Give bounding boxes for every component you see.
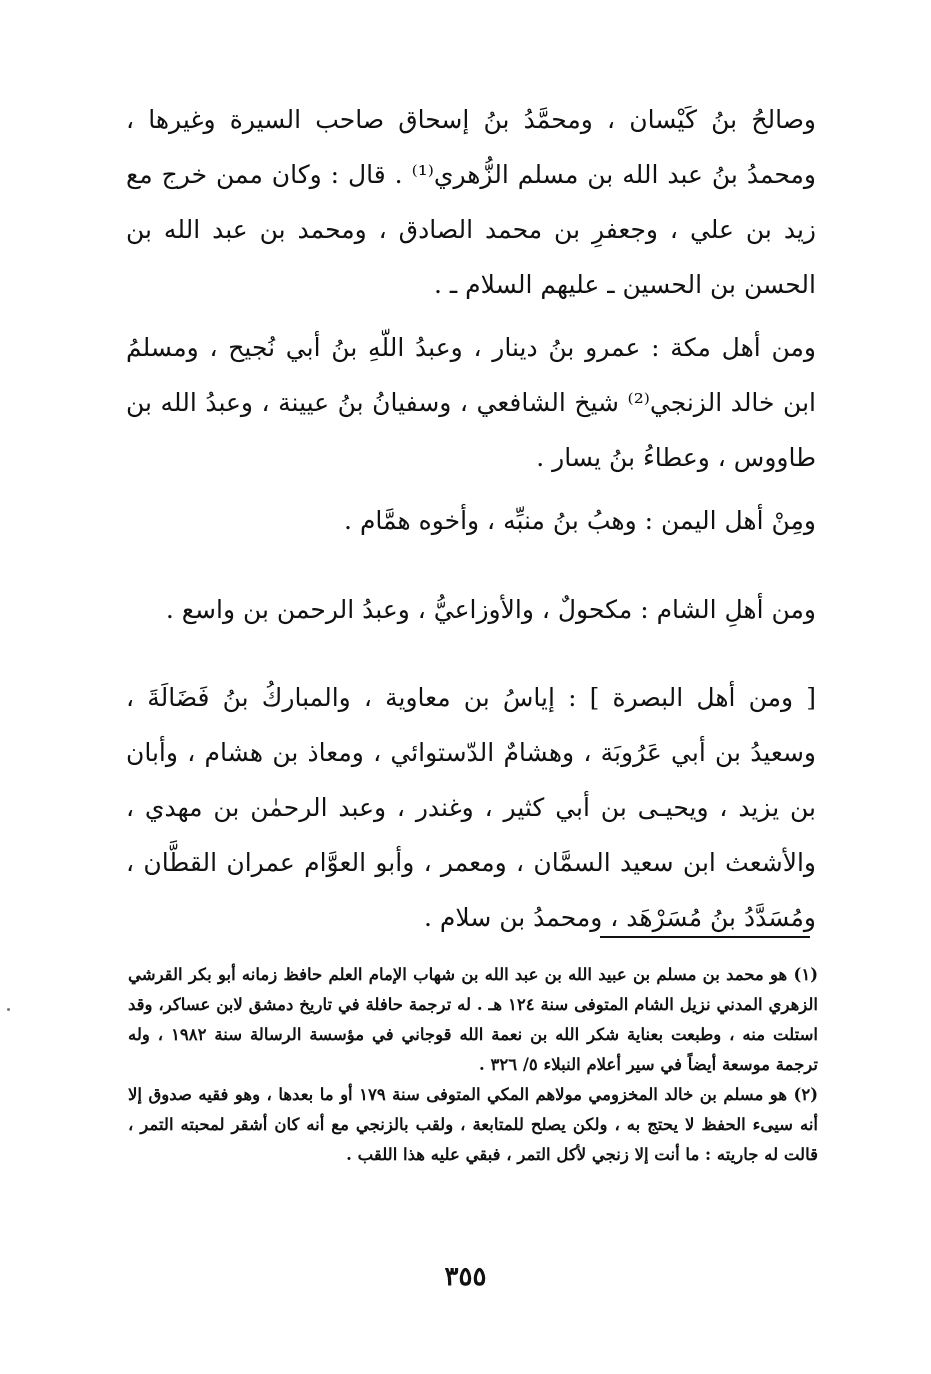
paragraph-gap <box>126 548 816 582</box>
paragraph-gap <box>126 637 816 670</box>
paragraph-scholars-medina: وصالحُ بنُ كَيْسان ، ومحمَّدُ بنُ إسحاق صاحب السيرة وغيرها ، ومحمدُ بنُ عبد الله بن مسلم الزُّهري⁽¹⁾ . قال : وكان ممن خرج مع زيد بن علي ، وجعفرِ بن محمد الصادق ، ومحمد بن عبد الله بن الحسن بن الحسين ـ عليهم السلام ـ . <box>126 105 817 299</box>
paragraph-scholars-sham: ومن أهلِ الشام : مكحولٌ ، والأوزاعيُّ ، وعبدُ الرحمن بن واسع . <box>165 595 816 624</box>
paragraph-scholars-yemen: ومِنْ أهل اليمن : وهبُ بنُ منبِّه ، وأخوه همَّام . <box>344 506 816 535</box>
paragraph-scholars-basra: [ ومن أهل البصرة ] : إياسُ بن معاوية ، والمباركُ بنُ فَضَالَةَ ، وسعيدُ بن أبي عَرُوبَة ، وهشامٌ الدّستوائي ، ومعاذ بن هشام ، وأبان بن يزيد ، ويحيـى بن أبي كثير ، وغندر ، وعبد الرحمٰن بن مهدي ، والأشعث ابن سعيد السمَّان ، ومعمر ، وأبو العوَّام عمران القطَّان ، ومُسَدَّدُ بنُ مُسَرْهَد ، ومحمدُ بن سلام . <box>126 683 816 932</box>
footnotes <box>128 960 818 1170</box>
page-number: ٣٥٥ <box>444 1262 487 1292</box>
footnote-separator <box>600 936 810 938</box>
scan-speck <box>7 1008 10 1011</box>
main-text <box>126 92 816 945</box>
paragraph-gap <box>126 485 816 493</box>
paragraph-scholars-mecca: ومن أهل مكة : عمرو بنُ دينار ، وعبدُ اللّهِ بنُ أبي نُجيح ، ومسلمُ ابن خالد الزنجي⁽²⁾ شيخ الشافعي ، وسفيانُ بنُ عيينة ، وعبدُ الله بن طاووس ، وعطاءُ بنُ يسار . <box>126 333 816 472</box>
footnote-2: (٢) هو مسلم بن خالد المخزومي مولاهم المكي المتوفى سنة ١٧٩ أو ما بعدها ، وهو فقيه صدوق إلا أنه سيىء الحفظ لا يحتج به ، ولكن يصلح للمتابعة ، ولقب بالزنجي مع أنه كان أشقر لمحبته التمر ، قالت له جاريته : ما أنت إلا زنجي لأكل التمر ، فبقي عليه هذا اللقب . <box>128 1085 818 1164</box>
paragraph-gap <box>126 312 816 320</box>
footnote-1: (١) هو محمد بن مسلم بن عبيد الله بن عبد الله بن شهاب الإمام العلم حافظ زمانه أبو بكر القرشي الزهري المدني نزيل الشام المتوفى سنة ١٢٤ هـ . له ترجمة حافلة في تاريخ دمشق لابن عساكر، وقد استلت منه ، وطبعت بعناية شكر الله بن نعمة الله قوجاني في مؤسسة الرسالة سنة ١٩٨٢ ، وله ترجمة موسعة أيضاً في سير أعلام النبلاء ٥/ ٣٢٦ . <box>128 965 819 1074</box>
